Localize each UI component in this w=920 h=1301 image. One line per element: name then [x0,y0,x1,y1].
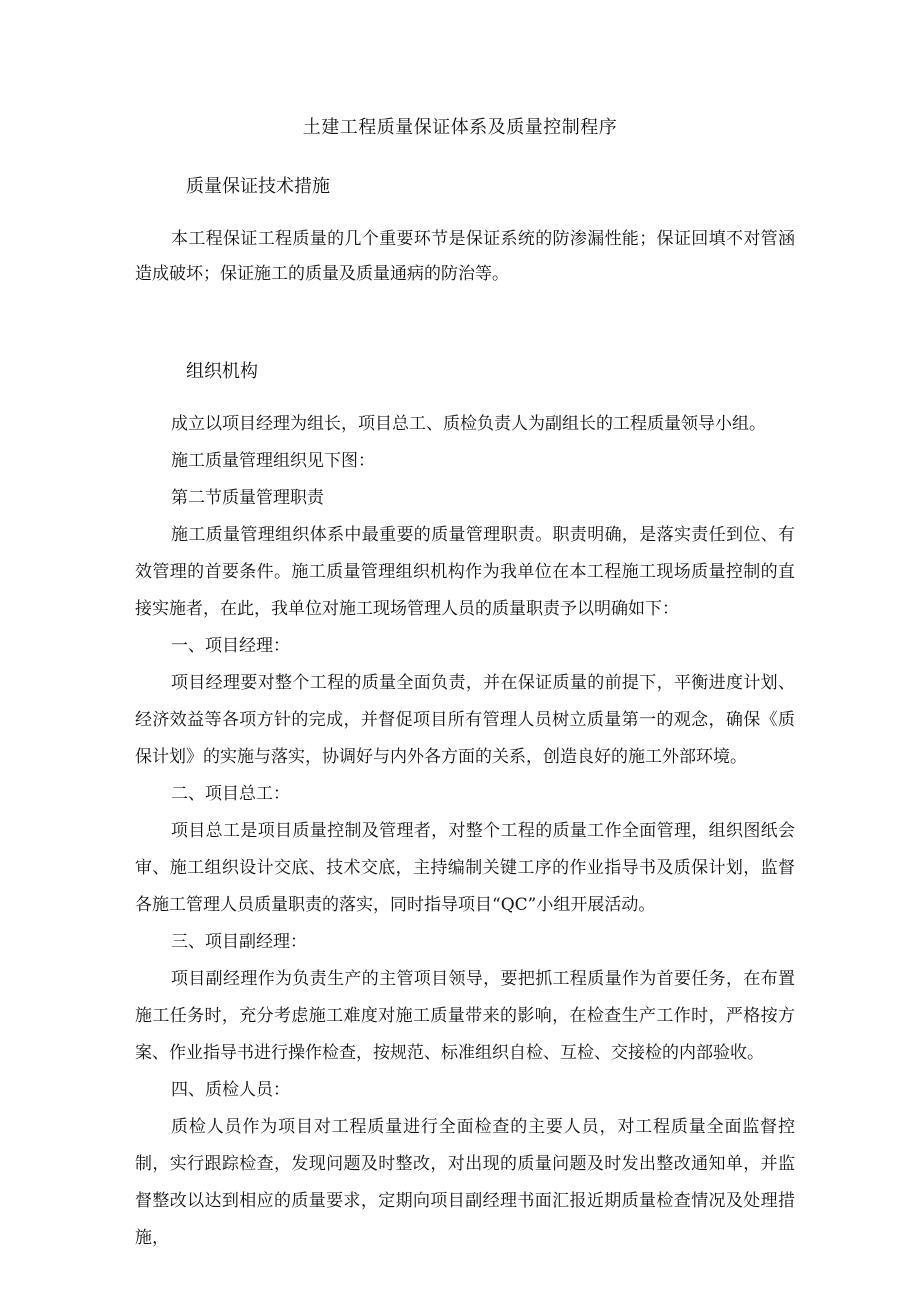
section-heading-quality-measures: 质量保证技术措施 [186,176,330,197]
paragraph-leadership-group: 成立以项目经理为组长，项目总工、质检负责人为副组长的工程质量领导小组。 [171,414,766,434]
paragraph-responsibilities-intro: 施工质量管理组织体系中最重要的质量管理职责。职责明确，是落实责任到位、有效管理的首要条件。施工质量管理组织机构作为我单位在本工程施工现场质量控制的直接实施者，在此，我单位对施工现场管理人员的质量职责予以明确如下： [135,525,795,619]
paragraph-project-manager-duties: 项目经理要对整个工程的质量全面负责，并在保证质量的前提下，平衡进度计划、经济效益等各项方针的完成，并督促项目所有管理人员树立质量第一的观念，确保《质保计划》的实施与落实，协调好与内外各方面的关系，创造良好的施工外部环境。 [135,673,795,767]
paragraph-item-project-manager: 一、项目经理： [171,636,290,656]
document-title: 土建工程质量保证体系及质量控制程序 [302,117,618,138]
paragraph-intro: 本工程保证工程质量的几个重要环节是保证系统的防渗漏性能；保证回填不对管涵造成破坏；保证施工的质量及质量通病的防治等。 [135,229,795,284]
organization-body [135,406,795,1257]
paragraph-quality-inspector-duties: 质检人员作为项目对工程质量进行全面检查的主要人员，对工程质量全面监督控制，实行跟踪检查，发现问题及时整改，对出现的质量问题及时发出整改通知单，并监督整改以达到相应的质量要求，定期向项目副经理书面汇报近期质量检查情况及处理措施， [135,1117,795,1248]
paragraph-item-chief-engineer: 二、项目总工： [171,784,290,804]
paragraph-section-two-heading: 第二节质量管理职责 [171,488,324,508]
paragraph-item-quality-inspectors: 四、质检人员： [171,1080,290,1100]
paragraph-org-chart-note: 施工质量管理组织见下图： [171,451,375,471]
section-heading-organization: 组织机构 [186,361,258,382]
paragraph-item-deputy-manager: 三、项目副经理： [171,932,307,952]
paragraph-deputy-manager-duties: 项目副经理作为负责生产的主管项目领导，要把抓工程质量作为首要任务，在布置施工任务时，充分考虑施工难度对施工质量带来的影响，在检查生产工作时，严格按方案、作业指导书进行操作检查，按规范、标准组织自检、互检、交接检的内部验收。 [135,969,795,1063]
paragraph-chief-engineer-duties: 项目总工是项目质量控制及管理者，对整个工程的质量工作全面管理，组织图纸会审、施工组织设计交底、技术交底，主持编制关键工序的作业指导书及质保计划，监督各施工管理人员质量职责的落实，同时指导项目“QC”小组开展活动。 [135,821,795,915]
